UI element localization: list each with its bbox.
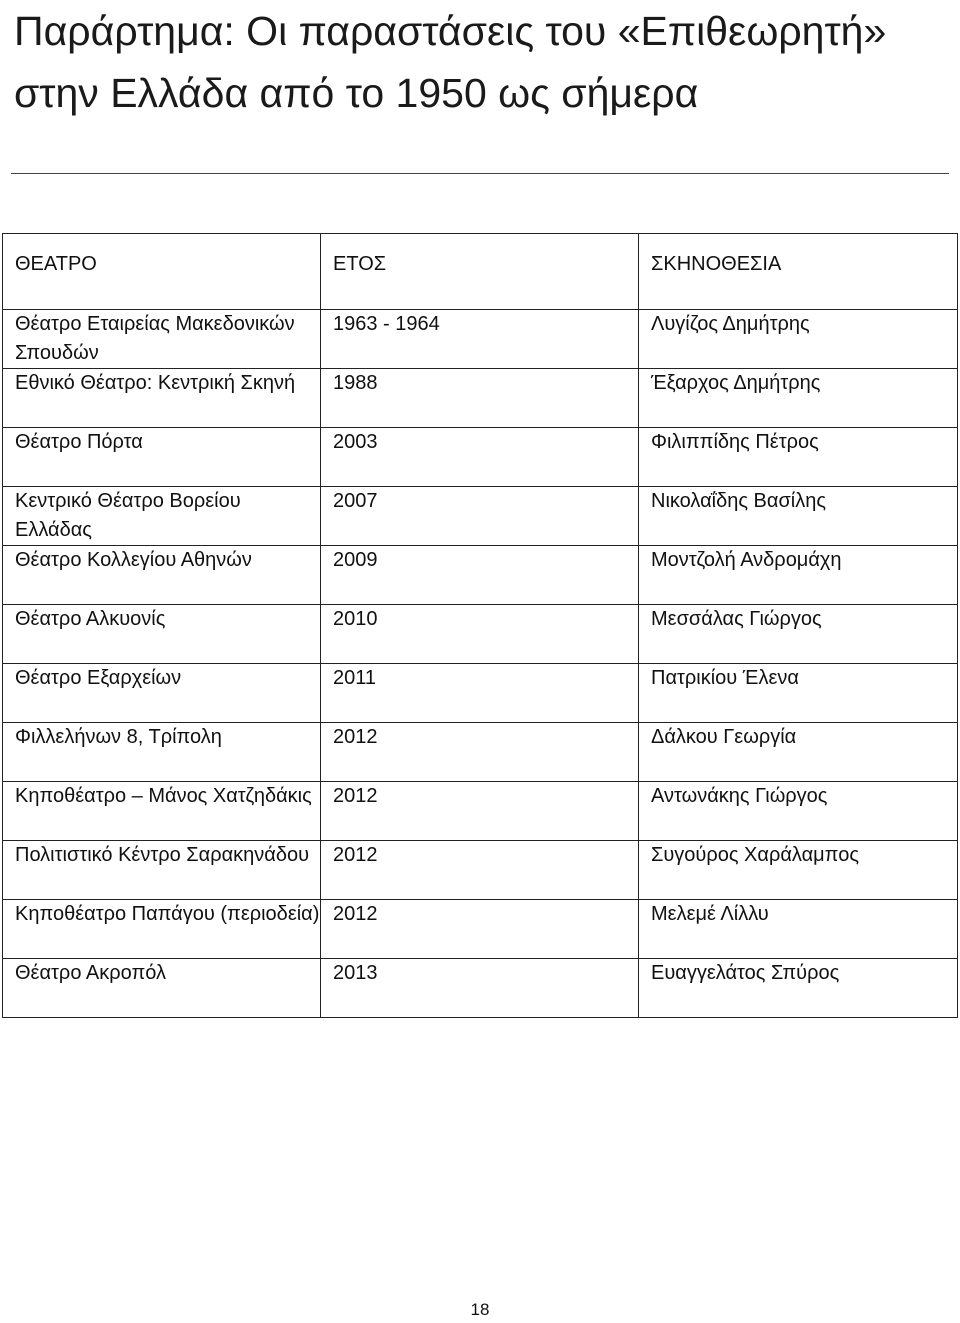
table-row	[3, 723, 958, 782]
cell-director: Δάλκου Γεωργία	[639, 723, 958, 782]
table-row	[3, 369, 958, 428]
header-theatre: ΘΕΑΤΡΟ	[3, 234, 321, 310]
cell-director: Νικολαΐδης Βασίλης	[639, 487, 958, 546]
performances-table	[2, 233, 958, 1018]
title-underline	[11, 173, 949, 174]
table-row	[3, 546, 958, 605]
header-year: ΕΤΟΣ	[321, 234, 639, 310]
cell-theatre: Κηποθέατρο Παπάγου (περιοδεία)	[3, 900, 321, 959]
cell-year: 2012	[321, 723, 639, 782]
cell-director: Συγούρος Χαράλαμπος	[639, 841, 958, 900]
header-director: ΣΚΗΝΟΘΕΣΙΑ	[639, 234, 958, 310]
cell-year: 2012	[321, 900, 639, 959]
cell-director: Μοντζολή Ανδρομάχη	[639, 546, 958, 605]
cell-theatre: Θέατρο Αλκυονίς	[3, 605, 321, 664]
table-row	[3, 428, 958, 487]
table-row	[3, 959, 958, 1018]
table-row	[3, 782, 958, 841]
cell-year: 2009	[321, 546, 639, 605]
cell-theatre: Θέατρο Ακροπόλ	[3, 959, 321, 1018]
table-header-row	[3, 234, 958, 310]
table-row	[3, 900, 958, 959]
cell-year: 2013	[321, 959, 639, 1018]
cell-director: Φιλιππίδης Πέτρος	[639, 428, 958, 487]
table-row	[3, 841, 958, 900]
cell-director: Αντωνάκης Γιώργος	[639, 782, 958, 841]
cell-year: 2012	[321, 841, 639, 900]
cell-director: Μεσσάλας Γιώργος	[639, 605, 958, 664]
cell-director: Λυγίζος Δημήτρης	[639, 310, 958, 369]
cell-year: 2007	[321, 487, 639, 546]
cell-director: Έξαρχος Δημήτρης	[639, 369, 958, 428]
cell-year: 1988	[321, 369, 639, 428]
page-title: Παράρτημα: Οι παραστάσεις του «Επιθεωρητή» στην Ελλάδα από το 1950 ως σήμερα	[14, 8, 887, 116]
cell-theatre: Εθνικό Θέατρο: Κεντρική Σκηνή	[3, 369, 321, 428]
cell-theatre: Κηποθέατρο – Μάνος Χατζηδάκις	[3, 782, 321, 841]
cell-theatre: Θέατρο Εξαρχείων	[3, 664, 321, 723]
cell-director: Ευαγγελάτος Σπύρος	[639, 959, 958, 1018]
table-row	[3, 310, 958, 369]
table-row	[3, 664, 958, 723]
cell-theatre: Πολιτιστικό Κέντρο Σαρακηνάδου	[3, 841, 321, 900]
cell-year: 2011	[321, 664, 639, 723]
cell-theatre: Θέατρο Πόρτα	[3, 428, 321, 487]
table-row	[3, 487, 958, 546]
table-row	[3, 605, 958, 664]
cell-year: 2012	[321, 782, 639, 841]
cell-theatre: Θέατρο Κολλεγίου Αθηνών	[3, 546, 321, 605]
cell-theatre: Φιλλελήνων 8, Τρίπολη	[3, 723, 321, 782]
cell-theatre: Θέατρο Εταιρείας Μακεδονικών Σπουδών	[3, 310, 321, 369]
cell-theatre: Κεντρικό Θέατρο Βορείου Ελλάδας	[3, 487, 321, 546]
performances-table-container	[2, 233, 957, 1018]
cell-director: Πατρικίου Έλενα	[639, 664, 958, 723]
cell-year: 1963 - 1964	[321, 310, 639, 369]
cell-year: 2003	[321, 428, 639, 487]
page-number: 18	[470, 1300, 490, 1319]
cell-year: 2010	[321, 605, 639, 664]
cell-director: Μελεμέ Λίλλυ	[639, 900, 958, 959]
